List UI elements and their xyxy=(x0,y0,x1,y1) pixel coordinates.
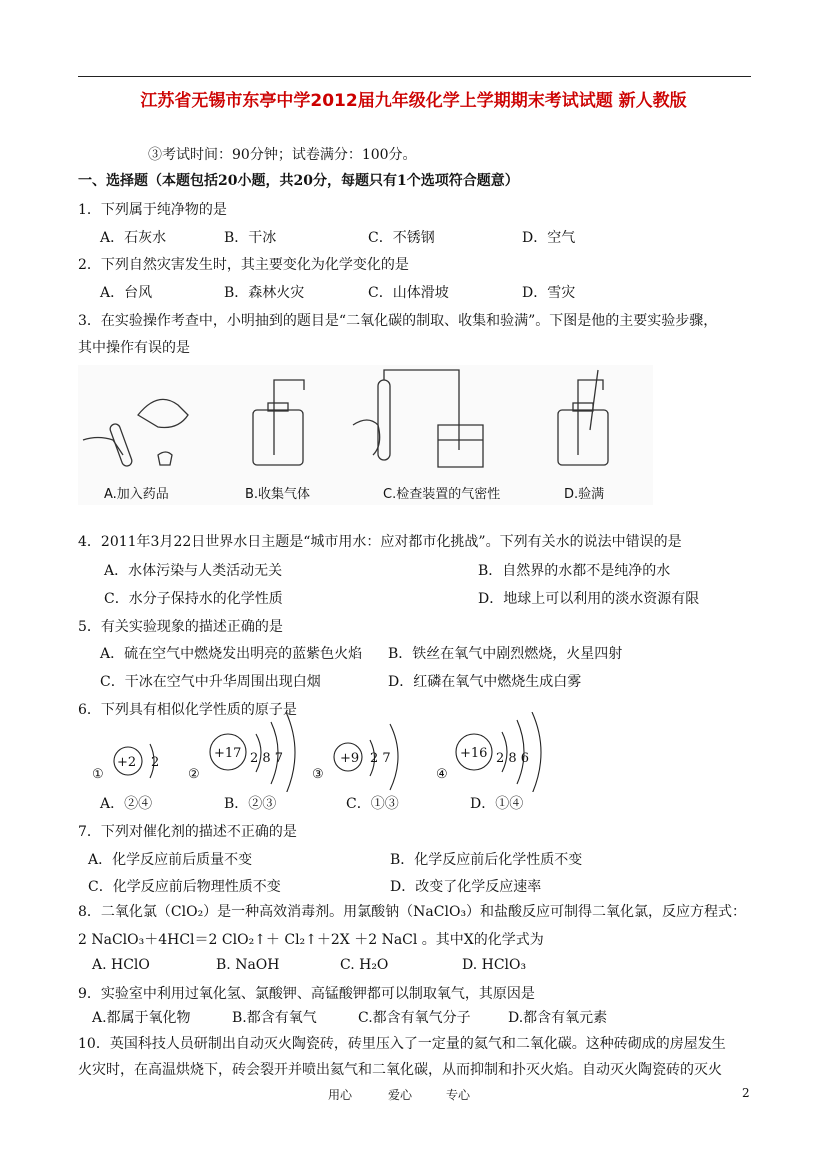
footer-motto-3: 专心 xyxy=(446,1088,471,1102)
q5-option-c: C．干冰在空气中升华周围出现白烟 xyxy=(100,674,321,690)
q7-option-d: D．改变了化学反应速率 xyxy=(390,879,542,895)
atom-2-index: ② xyxy=(188,767,200,782)
question-3-stem-cont: 其中操作有误的是 xyxy=(78,340,190,356)
q4-option-a: A．水体污染与人类活动无关 xyxy=(104,563,283,579)
caption-d: D.验满 xyxy=(564,487,605,502)
question-8-stem: 8．二氧化氯（ClO₂）是一种高效消毒剂。用氯酸钠（NaClO₃）和盐酸反应可制得二氧化氯，反应方程式： xyxy=(78,904,747,920)
caption-b: B.收集气体 xyxy=(245,487,311,502)
q4-option-c: C．水分子保持水的化学性质 xyxy=(104,591,283,607)
q8-option-d: D. HClO₃ xyxy=(462,957,527,973)
atom-2-shells: 2 8 7 xyxy=(250,751,284,766)
q8-option-c: C. H₂O xyxy=(340,957,389,973)
atom-1-index: ① xyxy=(92,767,104,782)
q7-option-b: B．化学反应前后化学性质不变 xyxy=(390,852,583,868)
exam-info: ③考试时间：90分钟；试卷满分：100分。 xyxy=(148,147,417,163)
atom-3-index: ③ xyxy=(312,767,324,782)
atom-1-nucleus: +2 xyxy=(117,755,137,770)
q8-option-b: B. NaOH xyxy=(216,957,280,973)
q2-option-a: A．台风 xyxy=(100,285,153,301)
footer-motto-2: 爱心 xyxy=(388,1088,413,1102)
q5-option-b: B．铁丝在氧气中剧烈燃烧，火星四射 xyxy=(388,646,623,662)
atom-4-shells: 2 8 6 xyxy=(496,751,530,766)
q9-option-d: D.都含有氧元素 xyxy=(508,1010,608,1026)
atom-3-shells: 2 7 xyxy=(370,751,391,766)
atom-labels xyxy=(92,746,529,782)
q9-option-a: A.都属于氧化物 xyxy=(92,1010,191,1026)
q2-option-d: D．雪灾 xyxy=(522,285,576,301)
page-number: 2 xyxy=(742,1086,750,1100)
q5-option-a: A．硫在空气中燃烧发出明亮的蓝紫色火焰 xyxy=(100,646,363,662)
footer-motto-1: 用心 xyxy=(328,1088,353,1102)
question-4-stem: 4．2011年3月22日世界水日主题是“城市用水：应对都市化挑战”。下列有关水的说法中错误的是 xyxy=(78,534,682,550)
question-1-stem: 1．下列属于纯净物的是 xyxy=(78,202,227,218)
q6-option-d: D．①④ xyxy=(470,796,524,812)
atom-1-shells: 2 xyxy=(151,755,160,770)
q1-option-c: C．不锈钢 xyxy=(368,230,435,246)
q1-option-b: B．干冰 xyxy=(224,230,277,246)
q8-option-a: A. HClO xyxy=(92,957,150,973)
atom-structure-diagrams xyxy=(78,712,638,792)
experiment-figure xyxy=(78,365,653,505)
caption-c: C.检查装置的气密性 xyxy=(383,487,501,502)
q4-option-d: D．地球上可以利用的淡水资源有限 xyxy=(478,591,700,607)
q4-option-b: B．自然界的水都不是纯净的水 xyxy=(478,563,671,579)
q9-option-b: B.都含有氧气 xyxy=(232,1010,317,1026)
q2-option-c: C．山体滑坡 xyxy=(368,285,449,301)
header-rule xyxy=(78,76,751,77)
document-title: 江苏省无锡市东亭中学2012届九年级化学上学期期末考试试题 新人教版 xyxy=(140,91,687,111)
section-heading: 一、选择题（本题包括20小题，共20分，每题只有1个选项符合题意） xyxy=(78,173,519,189)
question-2-stem: 2．下列自然灾害发生时，其主要变化为化学变化的是 xyxy=(78,257,409,273)
atom-3-nucleus: +9 xyxy=(340,751,360,766)
question-3-stem: 3．在实验操作考查中，小明抽到的题目是“二氧化碳的制取、收集和验满”。下图是他的主要实验步骤， xyxy=(78,313,718,329)
caption-a: A.加入药品 xyxy=(104,487,169,502)
q9-option-c: C.都含有氧气分子 xyxy=(358,1010,471,1026)
atom-2-nucleus: +17 xyxy=(214,746,242,761)
q7-option-c: C．化学反应前后物理性质不变 xyxy=(88,879,281,895)
q6-option-a: A．②④ xyxy=(100,796,153,812)
q7-option-a: A．化学反应前后质量不变 xyxy=(88,852,253,868)
q2-option-b: B．森林火灾 xyxy=(224,285,305,301)
question-5-stem: 5．有关实验现象的描述正确的是 xyxy=(78,619,283,635)
question-7-stem: 7．下列对催化剂的描述不正确的是 xyxy=(78,824,297,840)
question-6-stem: 6．下列具有相似化学性质的原子是 xyxy=(78,702,297,718)
atom-4-index: ④ xyxy=(436,767,448,782)
q5-option-d: D．红磷在氧气中燃烧生成白雾 xyxy=(388,674,582,690)
question-10-stem-cont: 火灾时，在高温烘烧下，砖会裂开并喷出氦气和二氧化碳，从而抑制和扑灭火焰。自动灭火陶瓷砖的灭火 xyxy=(78,1062,722,1078)
q1-option-a: A．石灰水 xyxy=(100,230,167,246)
question-8-equation: 2 NaClO₃＋4HCl＝2 ClO₂↑＋ Cl₂↑＋2X ＋2 NaCl 。其中X的化学式为 xyxy=(78,932,544,948)
q6-option-b: B．②③ xyxy=(224,796,277,812)
question-9-stem: 9．实验室中利用过氧化氢、氯酸钾、高锰酸钾都可以制取氧气，其原因是 xyxy=(78,986,535,1002)
q1-option-d: D．空气 xyxy=(522,230,576,246)
question-10-stem: 10．英国科技人员研制出自动灭火陶瓷砖，砖里压入了一定量的氦气和二氧化碳。这种砖砌成的房屋发生 xyxy=(78,1036,726,1052)
atom-4-nucleus: +16 xyxy=(460,746,488,761)
q6-option-c: C．①③ xyxy=(346,796,399,812)
